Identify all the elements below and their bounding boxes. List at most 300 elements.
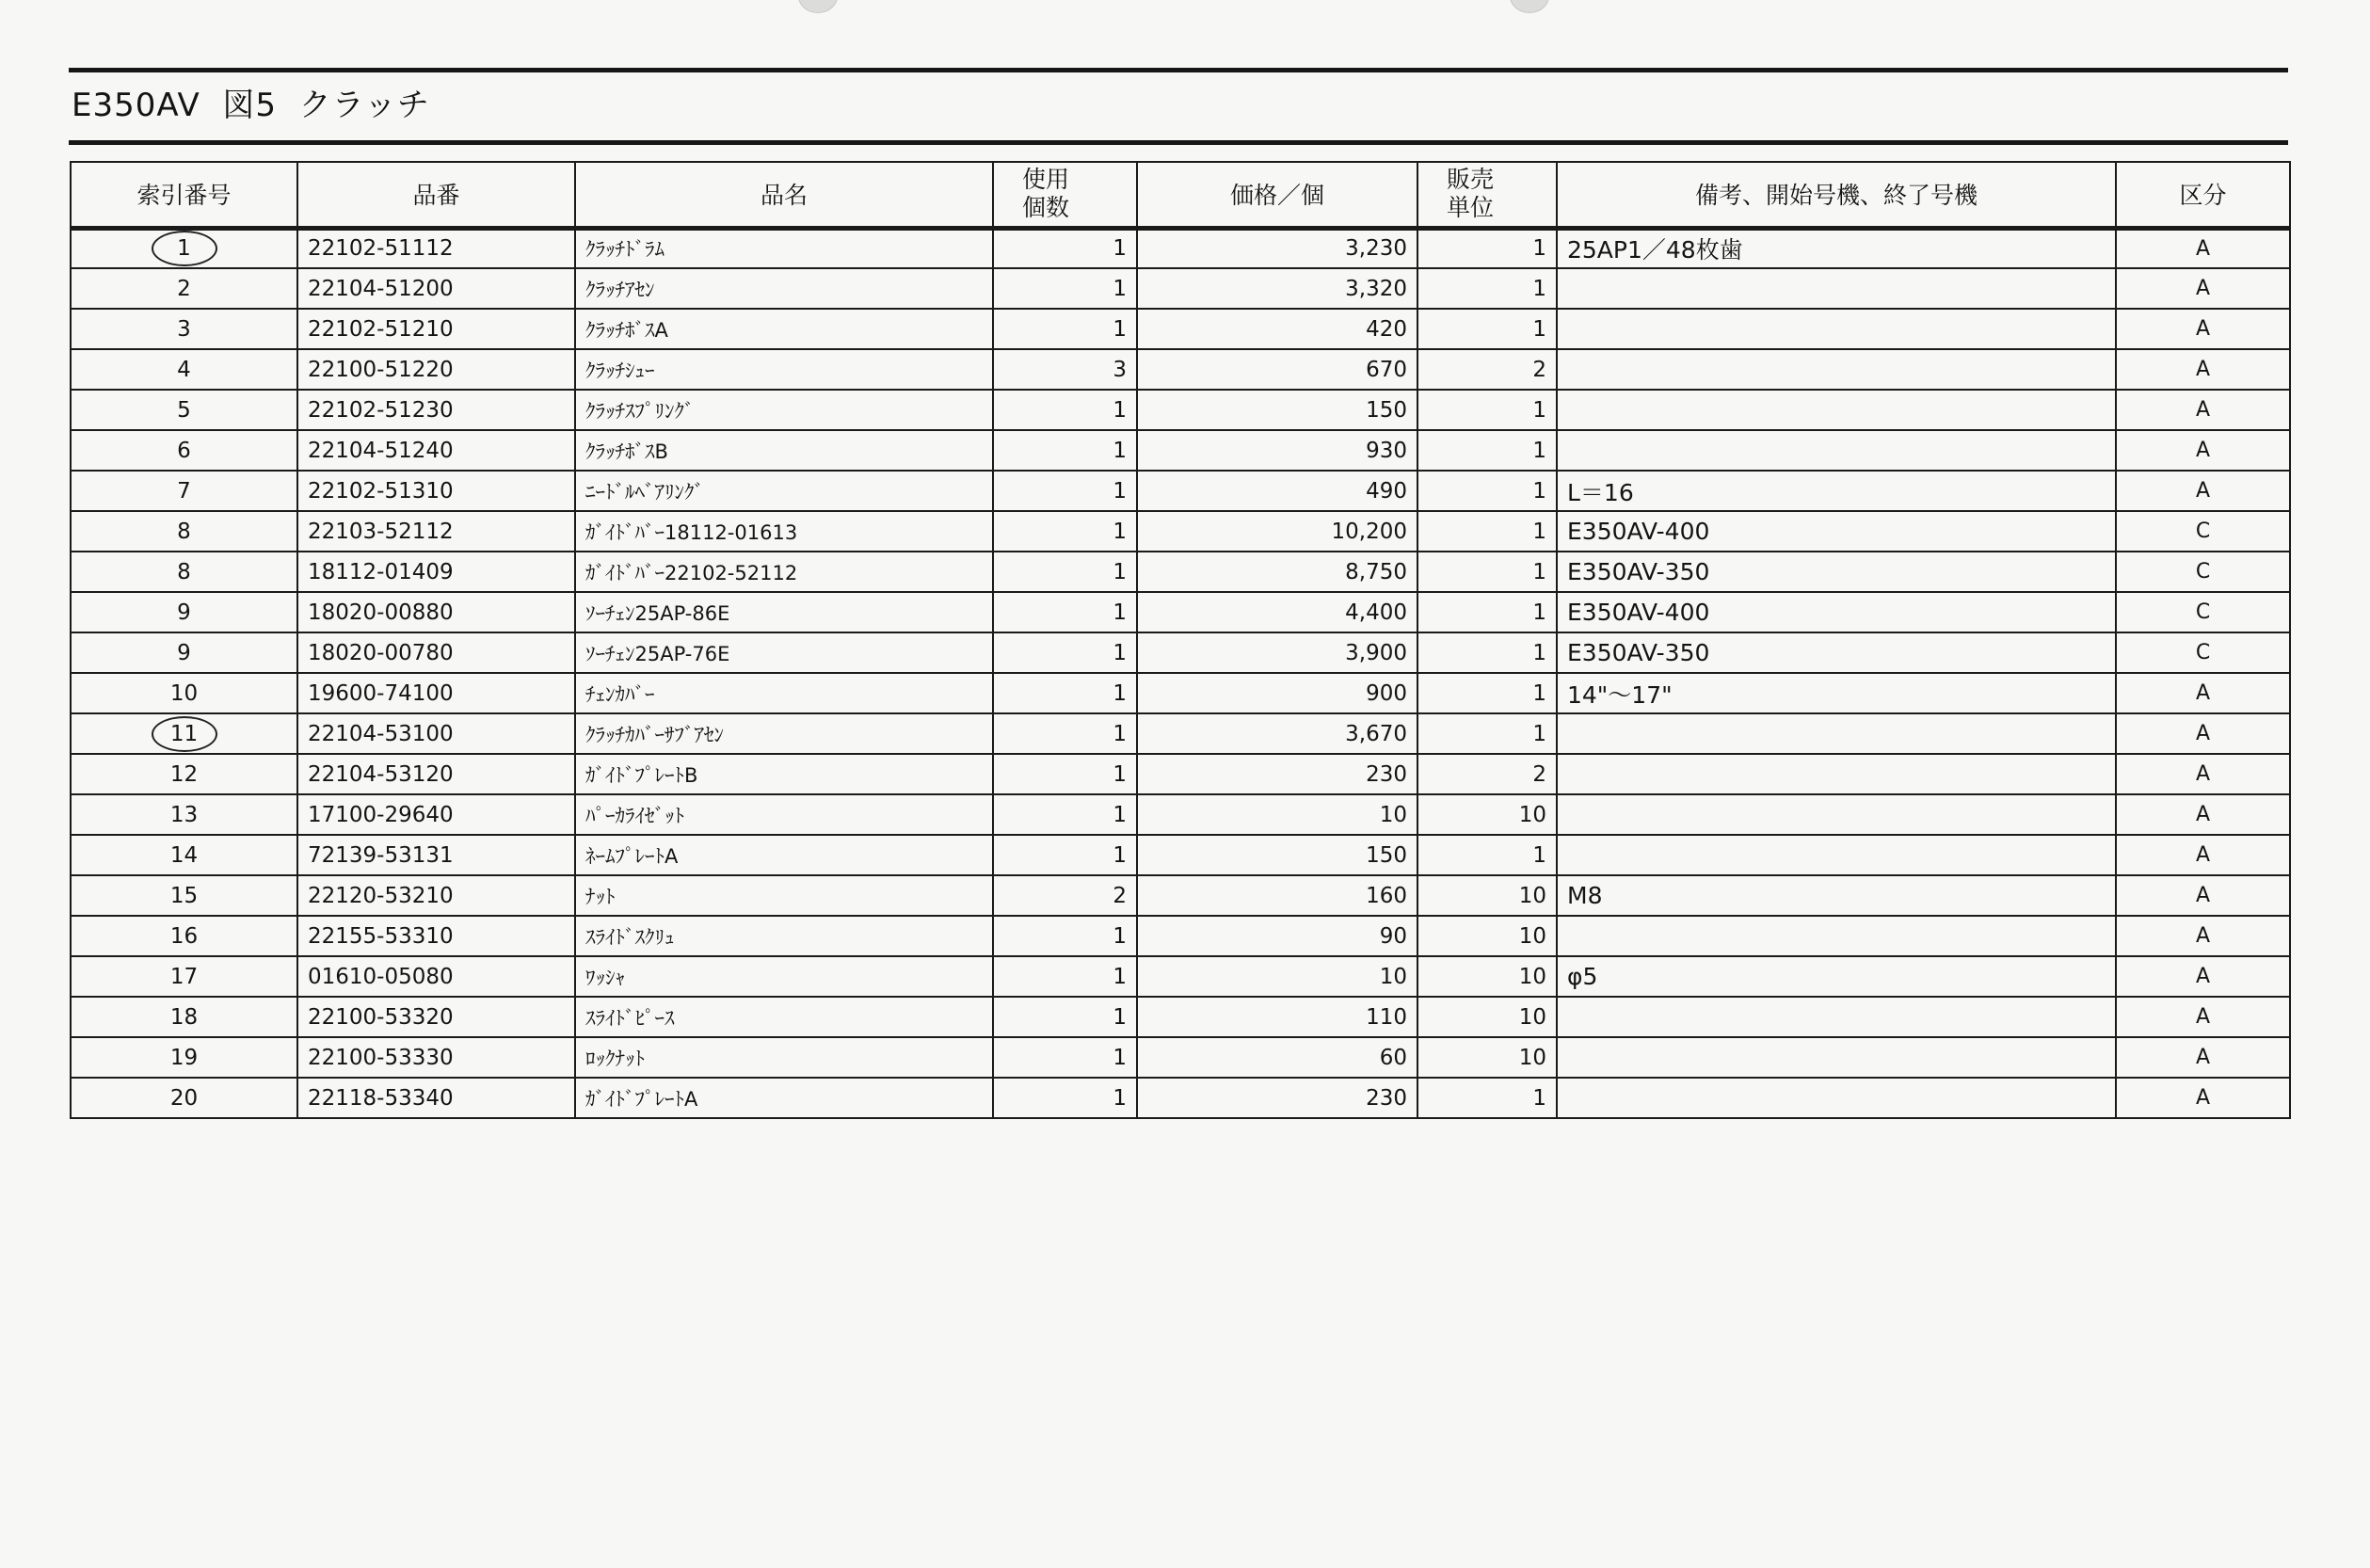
index-cell-text: 5 [177,397,191,423]
quantity-cell [993,471,1137,511]
class-cell-text: A [2195,1086,2211,1110]
class-cell [2116,997,2290,1037]
part-number-cell-text: 18112-01409 [308,559,454,584]
class-cell [2116,875,2290,916]
table-row [71,1078,2290,1118]
class-cell [2116,552,2290,592]
part-name-cell-text: ｶﾞｲﾄﾞﾊﾞｰ18112-01613 [585,520,798,544]
part-number-cell [297,592,575,632]
index-cell-text: 4 [177,357,191,382]
remarks-cell [1557,673,2116,713]
sales-unit-cell-text: 1 [1532,438,1546,463]
sales-unit-cell-text: 2 [1532,761,1546,787]
index-cell-text: 1 [177,236,191,262]
remarks-cell [1557,835,2116,875]
table-row [71,916,2290,956]
quantity-cell-text: 1 [1113,438,1127,463]
part-name-cell-text: ｸﾗｯﾁｶﾊﾞｰｻﾌﾞｱｾﾝ [585,723,724,746]
quantity-cell-text: 3 [1113,357,1127,382]
class-cell-text: A [2195,924,2211,948]
quantity-cell [993,997,1137,1037]
remarks-cell [1557,309,2116,349]
remarks-cell [1557,552,2116,592]
part-name-cell [575,268,993,309]
sales-unit-cell-text: 10 [1518,802,1546,827]
class-cell [2116,309,2290,349]
table-header-row [71,162,2290,228]
price-cell [1137,632,1417,673]
part-number-cell [297,956,575,997]
part-number-cell-text: 22103-52112 [308,519,454,544]
index-cell [71,349,297,390]
class-cell-text: A [2195,1005,2211,1029]
table-row [71,956,2290,997]
col-header-remarks: 備考、開始号機、終了号機 [1557,162,2116,228]
quantity-cell [993,552,1137,592]
index-cell [71,430,297,471]
sales-unit-cell [1417,349,1557,390]
class-cell [2116,471,2290,511]
table-row [71,471,2290,511]
part-number-cell-text: 22102-51310 [308,478,454,504]
price-cell-text: 160 [1366,883,1407,908]
sales-unit-cell-text: 10 [1518,923,1546,949]
header-line: 使用 [1022,166,1070,194]
class-cell-text: C [2195,641,2211,664]
remarks-cell-text: E350AV-400 [1567,518,1710,545]
class-cell-text: A [2195,1046,2211,1069]
price-cell [1137,997,1417,1037]
sales-unit-cell-text: 1 [1532,721,1546,746]
price-cell [1137,552,1417,592]
remarks-cell-text: 25AP1／48枚歯 [1567,236,1743,264]
price-cell [1137,1037,1417,1078]
remarks-cell [1557,349,2116,390]
index-cell [71,471,297,511]
quantity-cell-text: 1 [1113,1004,1127,1030]
class-cell-text: A [2195,439,2211,462]
class-cell-text: A [2195,803,2211,826]
part-number-cell [297,997,575,1037]
table-row [71,390,2290,430]
quantity-cell [993,754,1137,794]
class-cell [2116,228,2290,268]
class-cell-text: A [2195,236,2211,261]
part-number-cell-text: 22155-53310 [308,923,454,949]
part-name-cell [575,592,993,632]
part-name-cell-text: ﾊﾟｰｶﾗｲｾﾞｯﾄ [585,804,684,827]
class-cell [2116,349,2290,390]
class-cell [2116,956,2290,997]
price-cell-text: 420 [1366,316,1407,342]
quantity-cell [993,349,1137,390]
quantity-cell-text: 1 [1113,680,1127,706]
parts-table [70,161,2291,1119]
price-cell [1137,390,1417,430]
quantity-cell [993,268,1137,309]
part-name-cell [575,471,993,511]
part-name-cell-text: ﾅｯﾄ [585,885,616,908]
class-cell-text: A [2195,398,2211,422]
remarks-cell [1557,228,2116,268]
part-name-cell [575,956,993,997]
part-name-cell [575,713,993,754]
sales-unit-cell [1417,228,1557,268]
quantity-cell [993,1037,1137,1078]
price-cell-text: 930 [1366,438,1407,463]
table-row [71,349,2290,390]
remarks-cell-text: 14"～17" [1567,680,1673,709]
col-header-quantity [993,162,1137,228]
table-row [71,1037,2290,1078]
table-row [71,552,2290,592]
part-number-cell [297,390,575,430]
remarks-cell [1557,997,2116,1037]
quantity-cell [993,511,1137,552]
class-cell-text: A [2195,843,2211,867]
index-cell [71,673,297,713]
part-number-cell-text: 22100-53330 [308,1045,454,1070]
table-row [71,430,2290,471]
quantity-cell-text: 1 [1113,236,1127,262]
quantity-cell-text: 1 [1113,478,1127,504]
part-number-cell [297,511,575,552]
class-cell-text: C [2195,560,2211,584]
class-cell [2116,754,2290,794]
price-cell [1137,349,1417,390]
sales-unit-cell [1417,835,1557,875]
index-cell [71,956,297,997]
part-number-cell [297,228,575,268]
price-cell-text: 3,670 [1345,721,1407,746]
col-header-part-name: 品名 [575,162,993,228]
price-cell [1137,1078,1417,1118]
table-row [71,997,2290,1037]
remarks-cell-text: L＝16 [1567,478,1634,506]
index-cell-text: 8 [177,559,191,584]
sales-unit-cell [1417,916,1557,956]
sales-unit-cell-text: 1 [1532,236,1546,262]
sales-unit-cell-text: 1 [1532,478,1546,504]
price-cell-text: 3,230 [1345,236,1407,262]
price-cell [1137,835,1417,875]
quantity-cell [993,390,1137,430]
header-line: 販売 [1447,166,1495,194]
price-cell [1137,268,1417,309]
punch-hole [1510,0,1549,13]
index-cell [71,390,297,430]
part-number-cell-text: 19600-74100 [308,680,454,706]
price-cell-text: 110 [1366,1004,1407,1030]
quantity-cell-text: 1 [1113,923,1127,949]
sales-unit-cell [1417,471,1557,511]
sales-unit-cell [1417,956,1557,997]
quantity-cell-text: 1 [1113,964,1127,989]
part-number-cell [297,916,575,956]
index-cell [71,1037,297,1078]
remarks-cell [1557,1078,2116,1118]
quantity-cell [993,430,1137,471]
table-row [71,592,2290,632]
part-name-cell-text: ﾛｯｸﾅｯﾄ [585,1047,645,1070]
remarks-cell [1557,390,2116,430]
part-number-cell-text: 22100-51220 [308,357,454,382]
index-cell-text: 16 [169,923,199,949]
col-header-class: 区分 [2116,162,2290,228]
part-name-cell-text: ｸﾗｯﾁｼｭｰ [585,359,655,382]
sales-unit-cell [1417,592,1557,632]
quantity-cell [993,875,1137,916]
sales-unit-cell-text: 1 [1532,276,1546,301]
quantity-cell-text: 1 [1113,316,1127,342]
price-cell [1137,309,1417,349]
remarks-cell-text: φ5 [1567,963,1598,990]
sales-unit-cell [1417,390,1557,430]
class-cell [2116,511,2290,552]
price-cell-text: 10 [1379,964,1407,989]
part-number-cell-text: 22102-51112 [308,236,454,262]
class-cell [2116,632,2290,673]
sales-unit-cell [1417,268,1557,309]
sales-unit-cell-text: 1 [1532,842,1546,868]
part-name-cell [575,228,993,268]
index-cell-text: 19 [169,1045,199,1070]
part-number-cell [297,430,575,471]
remarks-cell-text: E350AV-400 [1567,599,1710,626]
index-cell [71,228,297,268]
part-number-cell-text: 18020-00780 [308,640,454,665]
quantity-cell-text: 1 [1113,761,1127,787]
sales-unit-cell [1417,754,1557,794]
part-name-cell [575,349,993,390]
index-cell [71,916,297,956]
part-name-cell [575,794,993,835]
price-cell-text: 3,900 [1345,640,1407,665]
index-cell [71,1078,297,1118]
quantity-cell-text: 2 [1113,883,1127,908]
price-cell [1137,511,1417,552]
part-number-cell [297,673,575,713]
header-line: 単位 [1447,194,1495,222]
remarks-cell [1557,268,2116,309]
part-number-cell [297,1078,575,1118]
price-cell [1137,754,1417,794]
title-rule [69,140,2288,145]
sales-unit-cell-text: 1 [1532,1085,1546,1111]
quantity-cell [993,956,1137,997]
remarks-cell [1557,754,2116,794]
part-number-cell [297,268,575,309]
table-row [71,754,2290,794]
sales-unit-cell [1417,713,1557,754]
quantity-cell-text: 1 [1113,519,1127,544]
sales-unit-cell-text: 1 [1532,519,1546,544]
sales-unit-cell-text: 1 [1532,316,1546,342]
part-number-cell-text: 22104-51240 [308,438,454,463]
quantity-cell-text: 1 [1113,721,1127,746]
quantity-cell-text: 1 [1113,802,1127,827]
price-cell-text: 4,400 [1345,600,1407,625]
remarks-cell [1557,916,2116,956]
price-cell-text: 150 [1366,842,1407,868]
part-number-cell-text: 22104-53120 [308,761,454,787]
part-name-cell [575,552,993,592]
price-cell-text: 490 [1366,478,1407,504]
part-name-cell-text: ｽﾗｲﾄﾞｽｸﾘｭ [585,925,675,949]
table-row [71,268,2290,309]
index-cell [71,309,297,349]
part-number-cell-text: 22120-53210 [308,883,454,908]
class-cell-text: A [2195,722,2211,745]
quantity-cell [993,309,1137,349]
sales-unit-cell-text: 2 [1532,357,1546,382]
part-name-cell [575,916,993,956]
part-name-cell [575,511,993,552]
class-cell [2116,268,2290,309]
part-name-cell [575,390,993,430]
remarks-cell [1557,471,2116,511]
part-name-cell-text: ｿｰﾁｪﾝ25AP-76E [585,642,730,665]
index-cell [71,511,297,552]
quantity-cell [993,916,1137,956]
table-row [71,794,2290,835]
col-header-price: 価格／個 [1137,162,1417,228]
index-cell [71,997,297,1037]
part-number-cell-text: 22102-51210 [308,316,454,342]
part-name-cell [575,875,993,916]
part-name-cell-text: ｸﾗｯﾁｽﾌﾟﾘﾝｸﾞ [585,399,695,423]
part-name-cell-text: ﾜｯｼｬ [585,966,625,989]
class-cell [2116,713,2290,754]
part-number-cell-text: 01610-05080 [308,964,454,989]
table-row [71,713,2290,754]
class-cell-text: C [2195,520,2211,543]
remarks-cell [1557,713,2116,754]
price-cell [1137,673,1417,713]
index-cell [71,632,297,673]
sales-unit-cell [1417,1078,1557,1118]
index-cell-text: 17 [169,964,199,989]
price-cell-text: 10 [1379,802,1407,827]
quantity-cell [993,673,1137,713]
part-number-cell [297,713,575,754]
col-header-part-number: 品番 [297,162,575,228]
part-number-cell [297,794,575,835]
class-cell-text: A [2195,358,2211,381]
index-cell [71,713,297,754]
price-cell [1137,471,1417,511]
price-cell [1137,916,1417,956]
part-number-cell [297,632,575,673]
sales-unit-cell-text: 1 [1532,397,1546,423]
quantity-cell-text: 1 [1113,559,1127,584]
class-cell [2116,1037,2290,1078]
price-cell-text: 670 [1366,357,1407,382]
quantity-cell [993,632,1137,673]
part-number-cell [297,1037,575,1078]
quantity-cell [993,228,1137,268]
class-cell [2116,430,2290,471]
quantity-cell-text: 1 [1113,397,1127,423]
remarks-cell [1557,632,2116,673]
table-row [71,309,2290,349]
sales-unit-cell-text: 10 [1518,964,1546,989]
index-cell-text: 20 [169,1085,199,1111]
price-cell-text: 60 [1379,1045,1407,1070]
class-cell [2116,1078,2290,1118]
part-name-cell-text: ｶﾞｲﾄﾞﾌﾟﾚｰﾄB [585,763,698,787]
price-cell-text: 150 [1366,397,1407,423]
class-cell-text: A [2195,965,2211,988]
index-cell [71,592,297,632]
index-cell-text: 6 [177,438,191,463]
class-cell [2116,794,2290,835]
price-cell-text: 900 [1366,680,1407,706]
class-cell-text: A [2195,884,2211,907]
index-cell [71,835,297,875]
index-cell [71,754,297,794]
remarks-cell [1557,1037,2116,1078]
index-cell-text: 8 [177,519,191,544]
price-cell-text: 3,320 [1345,276,1407,301]
price-cell-text: 90 [1379,923,1407,949]
part-number-cell-text: 72139-53131 [308,842,454,868]
index-cell-text: 2 [177,276,191,301]
sales-unit-cell-text: 1 [1532,680,1546,706]
part-number-cell [297,754,575,794]
part-number-cell-text: 22100-53320 [308,1004,454,1030]
header-line: 個数 [1022,194,1070,222]
sales-unit-cell [1417,511,1557,552]
sales-unit-cell [1417,552,1557,592]
index-cell-text: 13 [169,802,199,827]
price-cell [1137,592,1417,632]
part-name-cell-text: ｸﾗｯﾁｱｾﾝ [585,278,655,301]
price-cell-text: 230 [1366,1085,1407,1111]
col-header-index: 索引番号 [71,162,297,228]
class-cell-text: A [2195,762,2211,786]
part-name-cell-text: ﾁｪﾝｶﾊﾞｰ [585,682,655,706]
remarks-cell [1557,956,2116,997]
sales-unit-cell-text: 1 [1532,600,1546,625]
quantity-cell-text: 1 [1113,1045,1127,1070]
sales-unit-cell [1417,673,1557,713]
sales-unit-cell-text: 10 [1518,883,1546,908]
part-name-cell-text: ｽﾗｲﾄﾞﾋﾟｰｽ [585,1006,675,1030]
sales-unit-cell [1417,794,1557,835]
part-name-cell [575,309,993,349]
price-cell [1137,228,1417,268]
part-number-cell-text: 22118-53340 [308,1085,454,1111]
class-cell [2116,592,2290,632]
sales-unit-cell-text: 10 [1518,1004,1546,1030]
quantity-cell [993,592,1137,632]
part-number-cell-text: 18020-00880 [308,600,454,625]
remarks-cell [1557,511,2116,552]
part-name-cell-text: ﾆｰﾄﾞﾙﾍﾞｱﾘﾝｸﾞ [585,480,704,504]
index-cell [71,268,297,309]
index-cell [71,875,297,916]
part-name-cell [575,430,993,471]
part-number-cell [297,552,575,592]
part-number-cell [297,471,575,511]
part-name-cell-text: ｶﾞｲﾄﾞﾊﾞｰ22102-52112 [585,561,798,584]
header-rule [69,68,2288,72]
part-number-cell-text: 22104-51200 [308,276,454,301]
index-cell-text: 10 [169,680,199,706]
sales-unit-cell [1417,875,1557,916]
quantity-cell-text: 1 [1113,842,1127,868]
